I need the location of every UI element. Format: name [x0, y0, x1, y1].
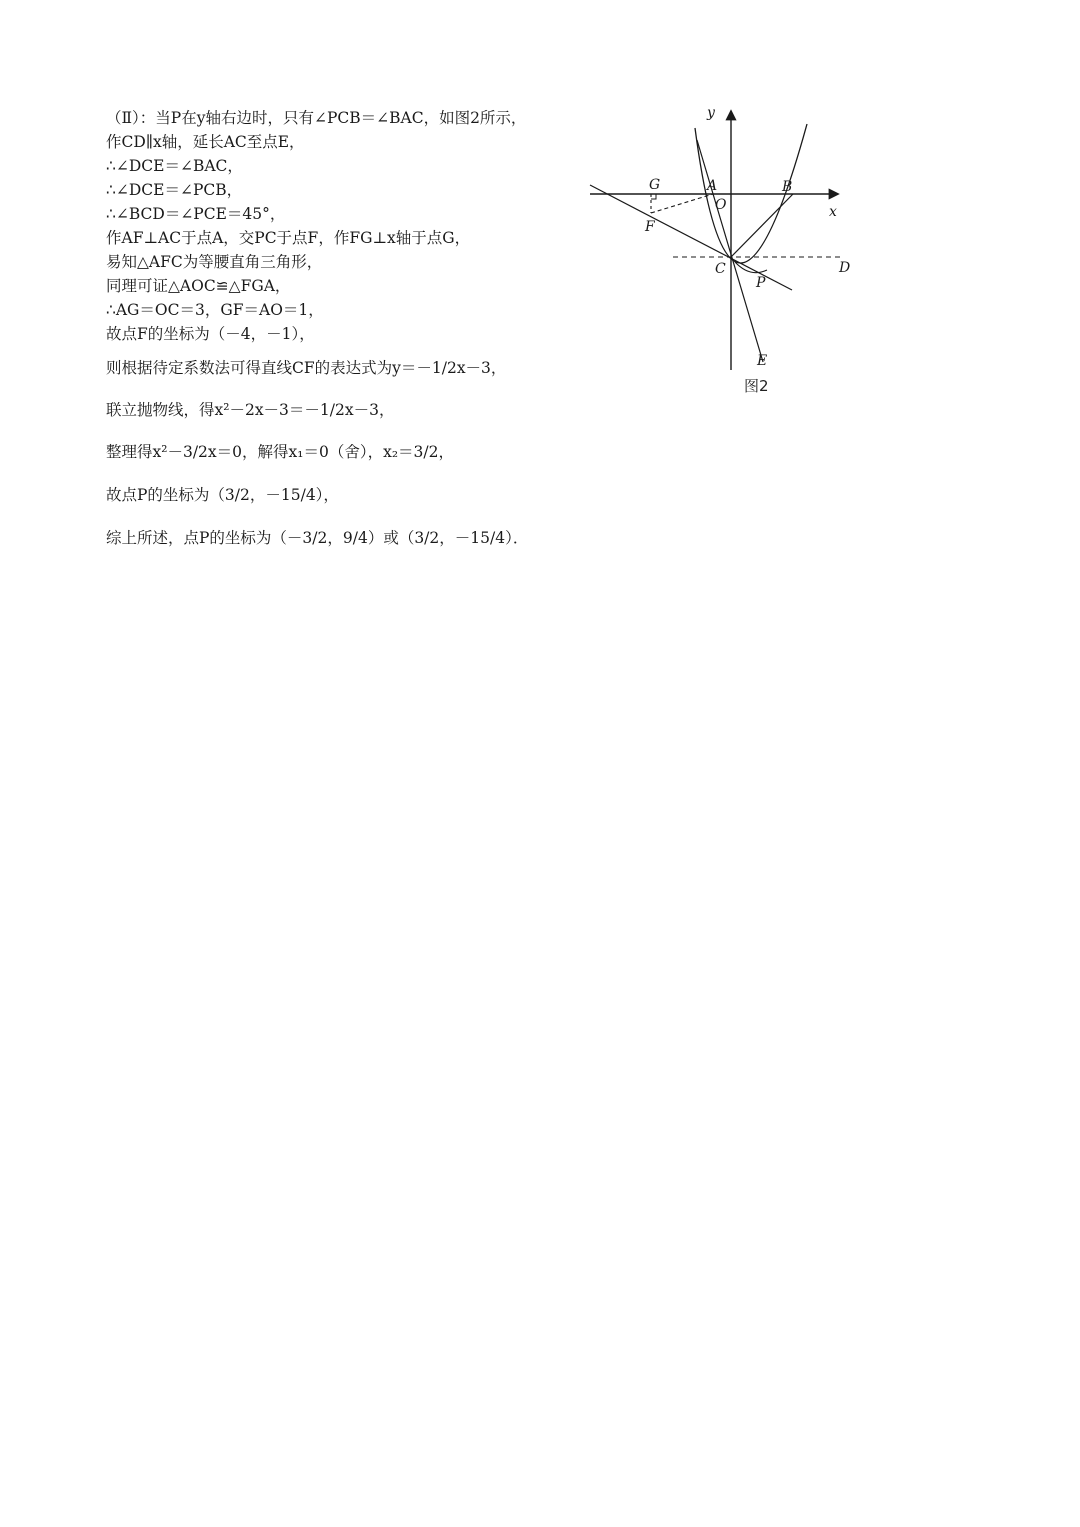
solution-line: 综上所述，点P的坐标为（－3/2，9/4）或（3/2，－15/4）． [106, 529, 529, 547]
label-f: F [645, 219, 655, 235]
solution-line: 易知△AFC为等腰直角三角形， [106, 253, 323, 271]
line-cb [731, 194, 793, 257]
solution-line: ∴∠BCD＝∠PCE＝45°， [106, 205, 286, 223]
solution-line: 联立抛物线，得x²－2x－3＝－1/2x－3， [106, 401, 395, 419]
label-d: D [839, 260, 851, 276]
solution-line: 则根据待定系数法可得直线CF的表达式为y＝－1/2x－3， [106, 359, 507, 377]
solution-line: ∴AG＝OC＝3，GF＝AO＝1， [106, 301, 324, 319]
label-y: y [707, 105, 715, 121]
geometry-figure [585, 100, 860, 400]
solution-line: ∴∠DCE＝∠PCB， [106, 181, 243, 199]
solution-line: ∴∠DCE＝∠BAC， [106, 157, 243, 175]
label-e: E [757, 353, 768, 369]
label-g: G [649, 177, 661, 193]
label-x: x [829, 204, 837, 220]
label-c: C [715, 261, 726, 277]
label-o: O [715, 197, 727, 213]
solution-line: 整理得x²－3/2x＝0，解得x₁＝0（舍），x₂＝3/2， [106, 443, 454, 461]
right-angle-mark [651, 194, 656, 199]
solution-line: 作CD∥x轴，延长AC至点E， [106, 133, 305, 151]
line-af [651, 194, 713, 213]
solution-line: 故点P的坐标为（3/2，－15/4）， [106, 486, 339, 504]
figure-caption: 图2 [744, 377, 769, 395]
solution-line: 作AF⊥AC于点A，交PC于点F，作FG⊥x轴于点G， [106, 229, 471, 247]
solution-line: 故点F的坐标为（－4，－1）， [106, 325, 315, 343]
figure-svg [585, 100, 860, 400]
label-a: A [707, 178, 718, 194]
label-b: B [782, 179, 793, 195]
solution-line: 同理可证△AOC≌△FGA， [106, 277, 291, 295]
label-p: P [756, 275, 766, 291]
solution-line: （Ⅱ）：当P在y轴右边时，只有∠PCB＝∠BAC，如图2所示， [106, 109, 527, 127]
line-ae [697, 140, 763, 362]
